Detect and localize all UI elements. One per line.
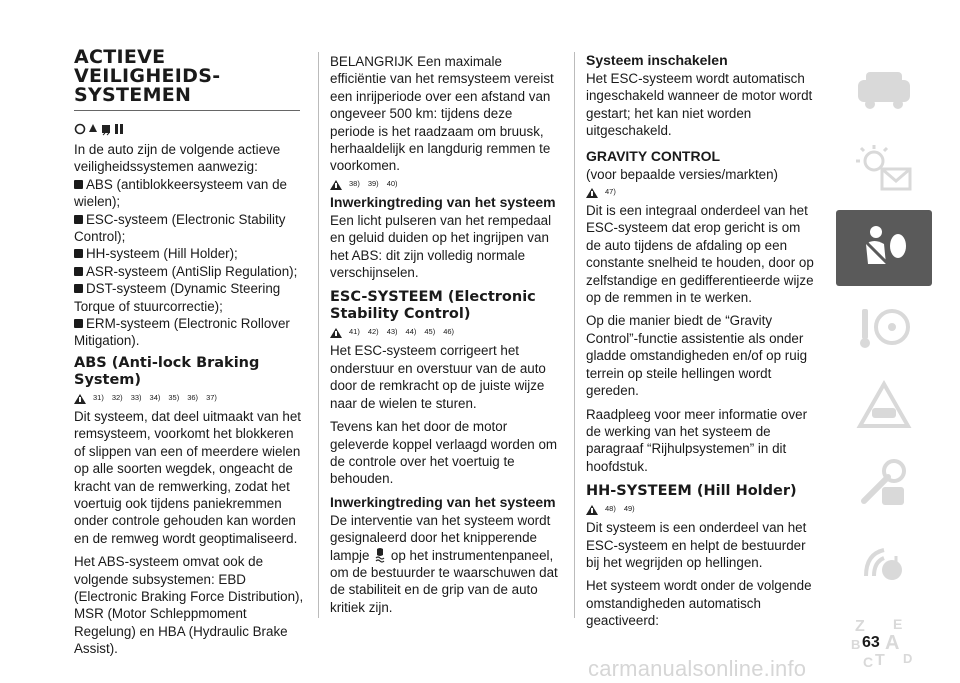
- hh-references: 48) 49): [586, 503, 818, 515]
- intro-text: In de auto zijn de volgende actieve veiligheidssystemen aanwezig:: [74, 142, 281, 175]
- gravity-paragraph-1: Dit is een integraal onderdeel van het ESC-systeem dat erop gericht is om de auto tijdens de afdaling op een constante snelheid te houden, door op zelfstandige en gedifferentieerde wijze op de remmen in te werken.: [586, 203, 814, 306]
- column-divider: [318, 52, 319, 618]
- bullet-icon: [74, 180, 83, 189]
- esc-heading: ESC-SYSTEEM (Electronic Stability Control): [330, 289, 536, 323]
- warning-lights-icon: [852, 141, 916, 197]
- esc-paragraph-2: Tevens kan het door de motor geleverde koppel verlaagd worden om de controle over het voertuig te behouden.: [330, 419, 558, 487]
- bullet-icon: [74, 284, 83, 293]
- list-item: DST-systeem (Dynamic Steering Torque of stuurcorrectie);: [74, 281, 281, 314]
- maintenance-icon: [852, 457, 916, 513]
- tab-starting-driving[interactable]: [836, 289, 932, 365]
- tab-index[interactable]: [836, 605, 932, 681]
- abs-paragraph-1: Dit systeem, dat deel uitmaakt van het remsysteem, voorkomt het blokkeren of slippen van een of meerdere wielen op alle soorten wegdek, ongeacht de kracht van de remwerking, zodat het voertuig ook tijdens paniekremmen onder controle gehouden kan worden en de remweg wordt geoptimaliseerd.: [74, 408, 302, 546]
- list-item: ERM-systeem (Electronic Rollover Mitigation).: [74, 316, 290, 349]
- bullet-icon: [74, 215, 83, 224]
- bullet-icon: [74, 249, 83, 258]
- car-dashboard-icon: [852, 66, 916, 114]
- abs-activation-text: Een licht pulseren van het rempedaal en geluid duiden op het ingrijpen van het ABS: dit zijn volledig normale verschijnselen.: [330, 212, 552, 281]
- index-icon: [849, 613, 919, 673]
- list-item: ASR-systeem (AntiSlip Regulation);: [74, 263, 306, 280]
- gravity-control-heading: GRAVITY CONTROL: [586, 147, 721, 164]
- safety-airbag-icon: [852, 220, 916, 276]
- system-on-text: Het ESC-systeem wordt automatisch ingeschakeld wanneer de motor wordt gestart; het kan niet worden uitgeschakeld.: [586, 71, 813, 139]
- warning-icon: [586, 188, 598, 198]
- warning-icon: [330, 180, 342, 190]
- gravity-references: 47): [586, 186, 818, 198]
- index-letter: Z: [855, 618, 865, 635]
- tab-emergency[interactable]: [836, 368, 932, 444]
- watermark: carmanualsonline.info: [588, 656, 807, 681]
- hh-heading: HH-SYSTEEM (Hill Holder): [586, 483, 797, 500]
- esc-warning-light-icon: [373, 547, 387, 563]
- activation-heading-2: Inwerkingtreding van het systeem: [330, 493, 556, 510]
- index-letter: A: [885, 632, 900, 654]
- hh-paragraph-2: Het systeem wordt onder de volgende omstandigheden automatisch geactiveerd:: [586, 578, 812, 629]
- system-on-heading: Systeem inschakelen: [586, 52, 728, 68]
- title-rule: [74, 110, 300, 111]
- list-item: ABS (antiblokkeersysteem van de wielen);: [74, 176, 287, 210]
- list-item: HH-systeem (Hill Holder);: [74, 245, 306, 262]
- gravity-paragraph-3: Raadpleeg voor meer informatie over de werking van het systeem de paragraaf “Rijhulpsystemen” in dit hoofdstuk.: [586, 406, 808, 474]
- chapter-sidebar: [836, 52, 932, 683]
- esc-references: 41) 42) 43) 44) 45) 46): [330, 326, 560, 338]
- gravity-paragraph-2: Op die manier biedt de “Gravity Control”-functie assistentie als onder gladde omstandigheden en/of op ruig terrein op steile hellingen wordt gereden.: [586, 313, 808, 399]
- activation-heading: Inwerkingtreding van het systeem: [330, 193, 556, 210]
- emergency-icon: [852, 378, 916, 434]
- tab-warning-lights[interactable]: [836, 131, 932, 207]
- warning-icon: [586, 505, 598, 515]
- index-letter: B: [851, 637, 861, 652]
- tab-maintenance[interactable]: [836, 447, 932, 523]
- important-paragraph: BELANGRIJK Een maximale efficiëntie van het remsysteem vereist een inrijperiode over een afstand van ongeveer 500 km: tijdens deze periode is het raadzaam om bruusk, herhaaldelijk en langdurig remmen te voorkomen.: [330, 54, 554, 174]
- section-title: ACTIEVE VEILIGHEIDS-SYSTEMEN: [74, 46, 221, 106]
- warning-icon: [74, 394, 86, 404]
- esc-activation-text: De interventie van het systeem wordt gesignaleerd door het knipperende lampje op het instrumentenpaneel, om de bestuurder te waarschuwen dat de stabiliteit en de grip van de auto kritiek zijn.: [330, 512, 558, 615]
- index-letter: C: [863, 654, 874, 670]
- column-1: [74, 48, 306, 658]
- bullet-icon: [74, 319, 83, 328]
- gravity-control-subtitle: (voor bepaalde versies/markten): [586, 166, 779, 182]
- abs-heading: ABS (Anti-lock Braking System): [74, 354, 260, 388]
- index-letter: D: [903, 651, 913, 666]
- abs-references: 31) 32) 33) 34) 35) 36) 37): [74, 392, 306, 404]
- tab-dashboard[interactable]: [836, 52, 932, 128]
- abs-paragraph-2: Het ABS-systeem omvat ook de volgende subsystemen: EBD (Electronic Braking Force Distribution), MSR (Motor Schleppmoment Regelung) en HBA (Hydraulic Brake Assist).: [74, 554, 304, 657]
- column-3: [586, 52, 818, 630]
- esc-icon: [87, 122, 99, 136]
- bullet-icon: [74, 267, 83, 276]
- references-38-40: 38) 39) 40): [330, 178, 560, 190]
- column-2: [330, 52, 560, 616]
- index-letter: T: [875, 652, 885, 669]
- hh-paragraph-1: Dit systeem is een onderdeel van het ESC-systeem en helpt de bestuurder bij het wegrijden op hellingen.: [586, 520, 807, 570]
- warning-icon: [330, 328, 342, 338]
- page-number: 63: [862, 634, 880, 651]
- esc-paragraph-1: Het ESC-systeem corrigeert het onderstuur en overstuur van de auto door de remkracht op de juiste wijze naar de wielen te sturen.: [330, 343, 546, 411]
- traction-icon: [113, 122, 125, 136]
- starting-driving-icon: [852, 299, 916, 355]
- abs-icon: [74, 122, 86, 136]
- tab-multimedia[interactable]: [836, 526, 932, 602]
- list-item: ESC-systeem (Electronic Stability Control);: [74, 211, 286, 245]
- column-divider: [574, 52, 575, 618]
- index-letter: E: [893, 616, 903, 632]
- tab-safety[interactable]: [836, 210, 932, 286]
- car-skid-icon: [100, 122, 112, 136]
- multimedia-icon: [852, 536, 916, 592]
- safety-icons: [74, 121, 306, 137]
